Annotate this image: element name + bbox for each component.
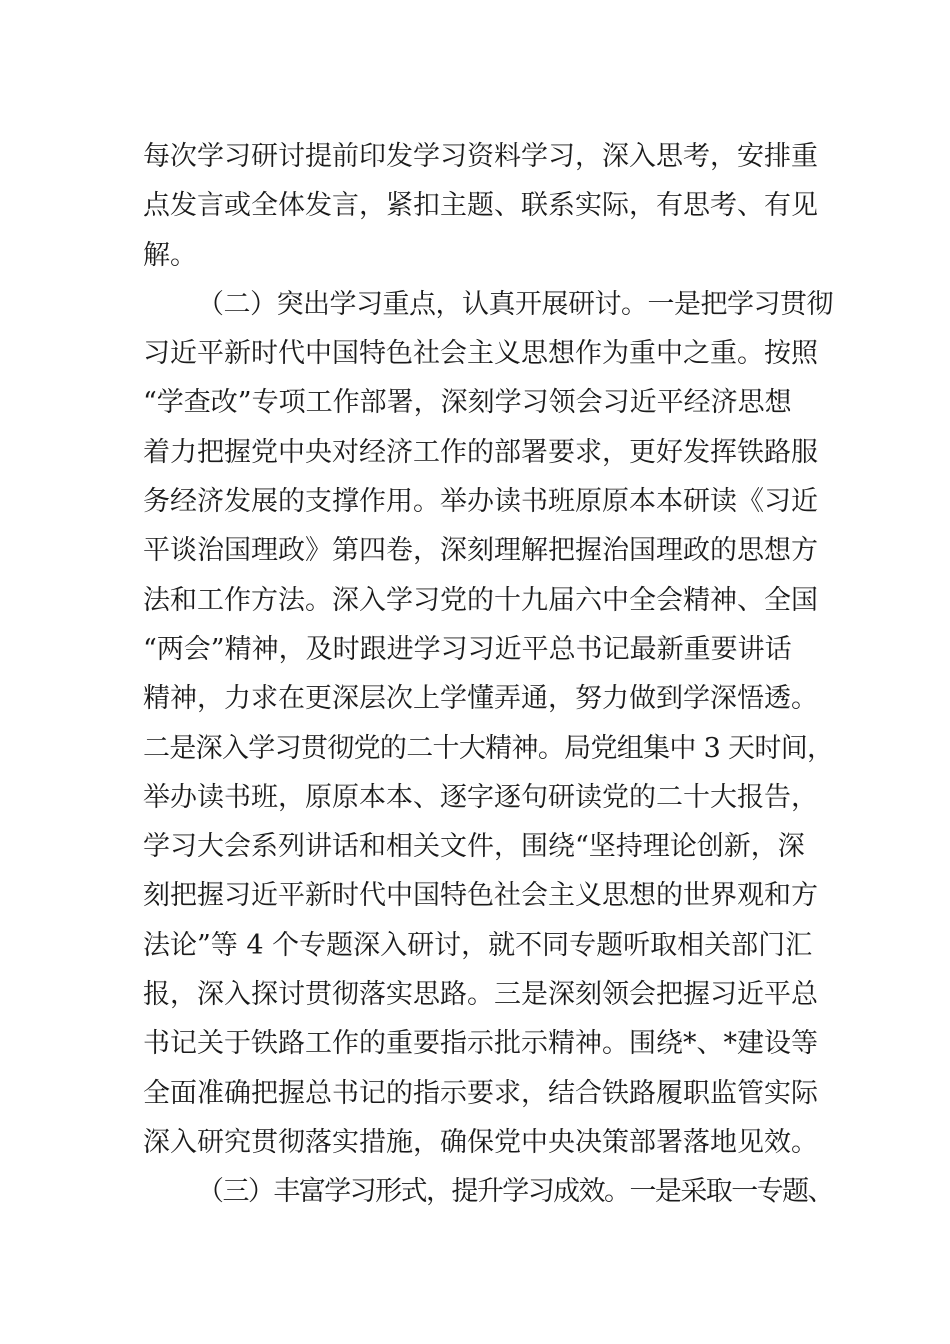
text-line: 精神，力求在更深层次上学懂弄通，努力做到学深悟透。	[143, 683, 818, 715]
text-line: 全面准确把握总书记的指示要求，结合铁路履职监管实际	[143, 1077, 818, 1109]
text-line: 着力把握党中央对经济工作的部署要求，更好发挥铁路服	[143, 436, 818, 468]
paragraph-first-line: （三）丰富学习形式，提升学习成效。一是采取一专题、	[197, 1176, 833, 1208]
text-line: 报，深入探讨贯彻落实思路。三是深刻领会把握习近平总	[143, 979, 818, 1011]
text-line: 点发言或全体发言，紧扣主题、联系实际，有思考、有见	[143, 190, 818, 222]
text-line: 二是深入学习贯彻党的二十大精神。局党组集中 3 天时间，	[143, 732, 834, 764]
document-body	[143, 132, 833, 1217]
text-line: 解。	[143, 239, 197, 271]
text-line: 深入研究贯彻落实措施，确保党中央决策部署落地见效。	[143, 1126, 818, 1158]
text-line: 书记关于铁路工作的重要指示批示精神。围绕*、*建设等	[143, 1028, 818, 1060]
text-line: 法和工作方法。深入学习党的十九届六中全会精神、全国	[143, 584, 818, 616]
paragraph-first-line: （二）突出学习重点，认真开展研讨。一是把学习贯彻	[197, 288, 833, 320]
text-line: 习近平新时代中国特色社会主义思想作为重中之重。按照	[143, 338, 818, 370]
text-line: 每次学习研讨提前印发学习资料学习，深入思考，安排重	[143, 141, 818, 172]
text-line: 学习大会系列讲话和相关文件，围绕“坚持理论创新，深	[143, 831, 805, 863]
text-line: 法论”等 4 个专题深入研讨，就不同专题听取相关部门汇	[143, 929, 813, 961]
text-line: 举办读书班，原原本本、逐字逐句研读党的二十大报告，	[143, 781, 818, 813]
text-line: 刻把握习近平新时代中国特色社会主义思想的世界观和方	[143, 880, 818, 912]
text-line: 务经济发展的支撑作用。举办读书班原原本本研读《习近	[143, 486, 818, 518]
text-line: 平谈治国理政》第四卷，深刻理解把握治国理政的思想方	[143, 535, 818, 567]
text-line: “两会”精神，及时跟进学习习近平总书记最新重要讲话	[143, 633, 792, 665]
text-line: “学查改”专项工作部署，深刻学习领会习近平经济思想	[143, 387, 792, 419]
